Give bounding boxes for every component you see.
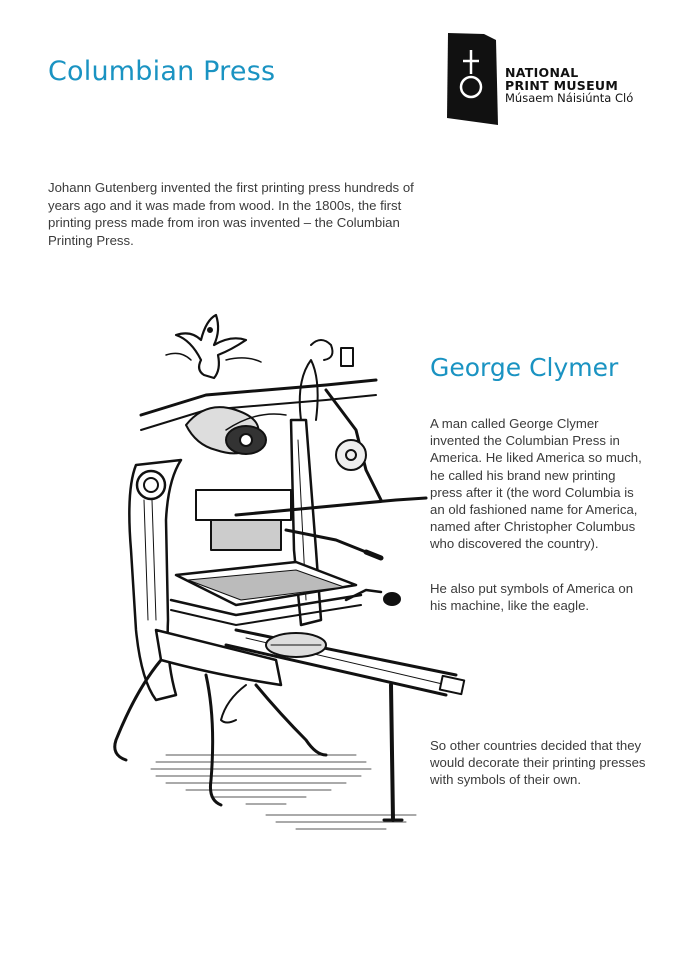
logo-line-1: NATIONAL [505, 65, 579, 80]
columbian-press-illustration [96, 300, 476, 845]
logo-text [505, 66, 633, 105]
page-title: Columbian Press [48, 56, 276, 87]
logo-line-2: PRINT MUSEUM [505, 78, 619, 93]
museum-logo [446, 30, 651, 125]
intro-text: Johann Gutenberg invented the first printing press hundreds of years ago and it was made from wood. In the 1800s, the first printing press made from iron was invented – the Columbian Printing Press. [48, 180, 414, 248]
paragraph-symbols: He also put symbols of America on his machine, like the eagle. [430, 581, 634, 614]
logo-line-3: Músaem Náisiúnta Cló [505, 91, 634, 105]
paragraph-other-countries: So other countries decided that they would decorate their printing presses with symbols of their own. [430, 738, 646, 788]
paragraph-clymer: A man called George Clymer invented the Columbian Press in America. He liked America so much, he called his brand new printing press after it (the word Columbia is an old fashioned name for America, named after Christopher Columbus who discovered the country). [430, 416, 642, 552]
section-title: George Clymer [430, 353, 619, 382]
